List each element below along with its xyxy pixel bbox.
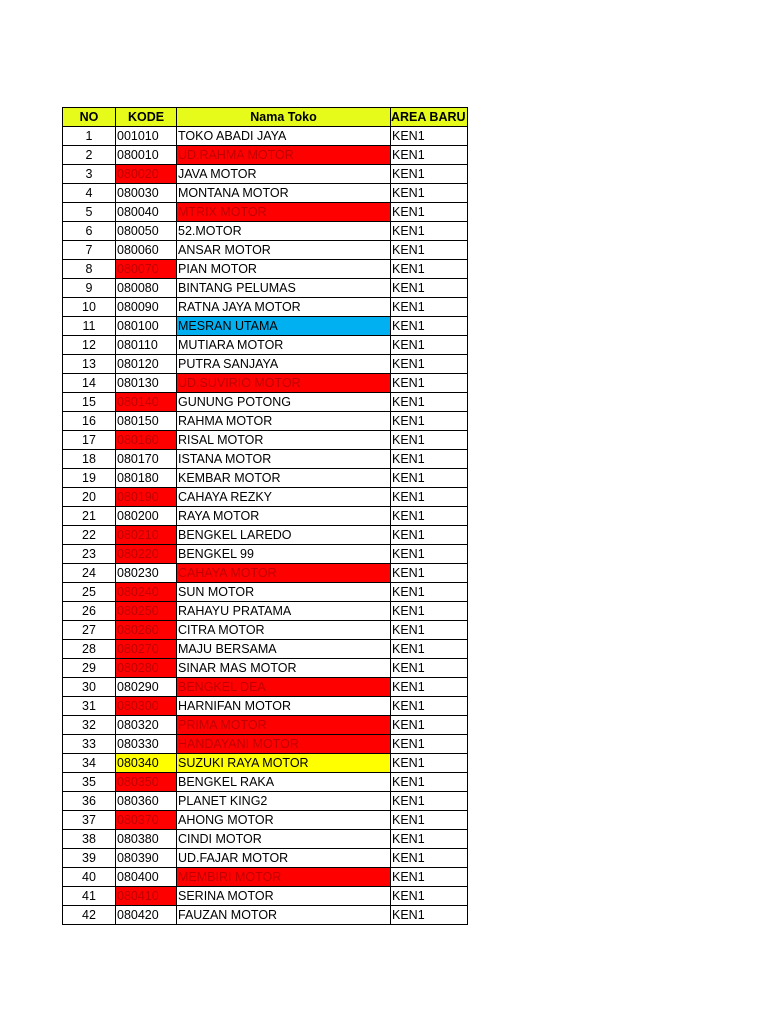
cell-no[interactable]: 41 <box>63 887 116 906</box>
cell-kode[interactable]: 080040 <box>116 203 177 222</box>
cell-area[interactable]: KEN1 <box>391 393 468 412</box>
cell-area[interactable]: KEN1 <box>391 659 468 678</box>
cell-no[interactable]: 34 <box>63 754 116 773</box>
table-row <box>63 469 468 488</box>
cell-kode[interactable]: 080350 <box>116 773 177 792</box>
cell-no[interactable]: 7 <box>63 241 116 260</box>
table-row <box>63 317 468 336</box>
cell-kode[interactable]: 080210 <box>116 526 177 545</box>
cell-kode[interactable]: 080030 <box>116 184 177 203</box>
cell-area[interactable]: KEN1 <box>391 564 468 583</box>
table-row <box>63 735 468 754</box>
cell-nama-toko[interactable]: CITRA MOTOR <box>177 621 391 640</box>
cell-no[interactable]: 28 <box>63 640 116 659</box>
cell-kode[interactable]: 080060 <box>116 241 177 260</box>
cell-no[interactable]: 30 <box>63 678 116 697</box>
cell-area[interactable]: KEN1 <box>391 279 468 298</box>
table-row <box>63 526 468 545</box>
cell-kode[interactable]: 080250 <box>116 602 177 621</box>
cell-no[interactable]: 39 <box>63 849 116 868</box>
cell-no[interactable]: 29 <box>63 659 116 678</box>
table-row <box>63 146 468 165</box>
cell-no[interactable]: 16 <box>63 412 116 431</box>
table-row <box>63 279 468 298</box>
cell-kode[interactable]: 080320 <box>116 716 177 735</box>
cell-area[interactable]: KEN1 <box>391 127 468 146</box>
cell-nama-toko[interactable]: UD.RAHMA MOTOR <box>177 146 391 165</box>
table-row <box>63 374 468 393</box>
table-row <box>63 165 468 184</box>
cell-area[interactable]: KEN1 <box>391 507 468 526</box>
cell-nama-toko[interactable]: RAHMA MOTOR <box>177 412 391 431</box>
cell-nama-toko[interactable]: ANSAR MOTOR <box>177 241 391 260</box>
table-row <box>63 127 468 146</box>
cell-kode[interactable]: 080370 <box>116 811 177 830</box>
cell-kode[interactable]: 080080 <box>116 279 177 298</box>
cell-kode[interactable]: 080130 <box>116 374 177 393</box>
cell-area[interactable]: KEN1 <box>391 697 468 716</box>
cell-no[interactable]: 2 <box>63 146 116 165</box>
cell-kode[interactable]: 080280 <box>116 659 177 678</box>
cell-kode[interactable]: 080290 <box>116 678 177 697</box>
cell-no[interactable]: 17 <box>63 431 116 450</box>
table-row <box>63 887 468 906</box>
table-row <box>63 754 468 773</box>
cell-kode[interactable]: 080240 <box>116 583 177 602</box>
cell-nama-toko[interactable]: MONTANA MOTOR <box>177 184 391 203</box>
cell-no[interactable]: 15 <box>63 393 116 412</box>
cell-area[interactable]: KEN1 <box>391 165 468 184</box>
table-row <box>63 868 468 887</box>
cell-no[interactable]: 14 <box>63 374 116 393</box>
cell-nama-toko[interactable]: MESRAN UTAMA <box>177 317 391 336</box>
table-row <box>63 773 468 792</box>
cell-nama-toko[interactable]: FAUZAN MOTOR <box>177 906 391 925</box>
cell-nama-toko[interactable]: TOKO ABADI JAYA <box>177 127 391 146</box>
cell-nama-toko[interactable]: RAHAYU PRATAMA <box>177 602 391 621</box>
cell-kode[interactable]: 080120 <box>116 355 177 374</box>
cell-kode[interactable]: 080100 <box>116 317 177 336</box>
cell-area[interactable]: KEN1 <box>391 488 468 507</box>
cell-nama-toko[interactable]: RATNA JAYA MOTOR <box>177 298 391 317</box>
table-row <box>63 393 468 412</box>
cell-no[interactable]: 18 <box>63 450 116 469</box>
cell-area[interactable]: KEN1 <box>391 146 468 165</box>
cell-nama-toko[interactable]: PIAN MOTOR <box>177 260 391 279</box>
cell-nama-toko[interactable]: RAYA MOTOR <box>177 507 391 526</box>
cell-nama-toko[interactable]: AHONG MOTOR <box>177 811 391 830</box>
table-row <box>63 659 468 678</box>
cell-nama-toko[interactable]: SUZUKI RAYA MOTOR <box>177 754 391 773</box>
cell-nama-toko[interactable]: MUTIARA MOTOR <box>177 336 391 355</box>
cell-no[interactable]: 4 <box>63 184 116 203</box>
cell-area[interactable]: KEN1 <box>391 526 468 545</box>
cell-area[interactable]: KEN1 <box>391 621 468 640</box>
table-row <box>63 811 468 830</box>
cell-kode[interactable]: 080170 <box>116 450 177 469</box>
cell-area[interactable]: KEN1 <box>391 184 468 203</box>
cell-area[interactable]: KEN1 <box>391 716 468 735</box>
cell-area[interactable]: KEN1 <box>391 602 468 621</box>
cell-no[interactable]: 25 <box>63 583 116 602</box>
cell-no[interactable]: 11 <box>63 317 116 336</box>
table-body <box>63 127 468 925</box>
cell-nama-toko[interactable]: BINTANG PELUMAS <box>177 279 391 298</box>
cell-area[interactable]: KEN1 <box>391 355 468 374</box>
cell-nama-toko[interactable]: GUNUNG POTONG <box>177 393 391 412</box>
cell-no[interactable]: 33 <box>63 735 116 754</box>
cell-kode[interactable]: 080420 <box>116 906 177 925</box>
cell-nama-toko[interactable]: ISTANA MOTOR <box>177 450 391 469</box>
cell-area[interactable]: KEN1 <box>391 298 468 317</box>
cell-no[interactable]: 31 <box>63 697 116 716</box>
cell-kode[interactable]: 080090 <box>116 298 177 317</box>
table-row <box>63 507 468 526</box>
cell-nama-toko[interactable]: HARNIFAN MOTOR <box>177 697 391 716</box>
cell-kode[interactable]: 080360 <box>116 792 177 811</box>
cell-area[interactable]: KEN1 <box>391 773 468 792</box>
table-row <box>63 640 468 659</box>
cell-kode[interactable]: 080390 <box>116 849 177 868</box>
cell-area[interactable]: KEN1 <box>391 830 468 849</box>
cell-kode[interactable]: 080190 <box>116 488 177 507</box>
header-area-baru[interactable]: AREA BARU <box>391 108 468 127</box>
cell-nama-toko[interactable]: BENGKEL RAKA <box>177 773 391 792</box>
cell-nama-toko[interactable]: KEMBAR MOTOR <box>177 469 391 488</box>
cell-no[interactable]: 22 <box>63 526 116 545</box>
cell-nama-toko[interactable]: CAHAYA REZKY <box>177 488 391 507</box>
header-no[interactable]: NO <box>63 108 116 127</box>
cell-nama-toko[interactable]: CINDI MOTOR <box>177 830 391 849</box>
cell-area[interactable]: KEN1 <box>391 754 468 773</box>
header-kode[interactable]: KODE <box>116 108 177 127</box>
cell-nama-toko[interactable]: UD.SUVIRIO MOTOR <box>177 374 391 393</box>
table-row <box>63 222 468 241</box>
cell-kode[interactable]: 080140 <box>116 393 177 412</box>
cell-no[interactable]: 9 <box>63 279 116 298</box>
cell-nama-toko[interactable]: SERINA MOTOR <box>177 887 391 906</box>
table-row <box>63 298 468 317</box>
cell-nama-toko[interactable]: PRIMA MOTOR <box>177 716 391 735</box>
cell-area[interactable]: KEN1 <box>391 678 468 697</box>
cell-kode[interactable]: 080200 <box>116 507 177 526</box>
cell-no[interactable]: 10 <box>63 298 116 317</box>
cell-nama-toko[interactable]: UD.FAJAR MOTOR <box>177 849 391 868</box>
cell-kode[interactable]: 080380 <box>116 830 177 849</box>
cell-kode[interactable]: 080330 <box>116 735 177 754</box>
cell-area[interactable]: KEN1 <box>391 450 468 469</box>
cell-area[interactable]: KEN1 <box>391 336 468 355</box>
cell-area[interactable]: KEN1 <box>391 906 468 925</box>
cell-area[interactable]: KEN1 <box>391 260 468 279</box>
table-row <box>63 203 468 222</box>
cell-kode[interactable]: 080340 <box>116 754 177 773</box>
cell-no[interactable]: 19 <box>63 469 116 488</box>
table-row <box>63 336 468 355</box>
cell-no[interactable]: 13 <box>63 355 116 374</box>
cell-area[interactable]: KEN1 <box>391 640 468 659</box>
cell-nama-toko[interactable]: MEMBIRI MOTOR <box>177 868 391 887</box>
cell-area[interactable]: KEN1 <box>391 887 468 906</box>
table-row <box>63 583 468 602</box>
table-row <box>63 678 468 697</box>
table-row <box>63 716 468 735</box>
table-row <box>63 450 468 469</box>
table-row <box>63 564 468 583</box>
cell-kode[interactable]: 080180 <box>116 469 177 488</box>
table-row <box>63 792 468 811</box>
cell-nama-toko[interactable]: SUN MOTOR <box>177 583 391 602</box>
cell-nama-toko[interactable]: BENGKEL 99 <box>177 545 391 564</box>
cell-nama-toko[interactable]: CAHAYA MOTOR <box>177 564 391 583</box>
store-table <box>62 107 468 925</box>
cell-area[interactable]: KEN1 <box>391 792 468 811</box>
cell-kode[interactable]: 080110 <box>116 336 177 355</box>
table-row <box>63 241 468 260</box>
table-row <box>63 355 468 374</box>
cell-area[interactable]: KEN1 <box>391 431 468 450</box>
cell-no[interactable]: 37 <box>63 811 116 830</box>
cell-no[interactable]: 38 <box>63 830 116 849</box>
cell-area[interactable]: KEN1 <box>391 241 468 260</box>
cell-area[interactable]: KEN1 <box>391 868 468 887</box>
table-row <box>63 260 468 279</box>
cell-no[interactable]: 27 <box>63 621 116 640</box>
cell-nama-toko[interactable]: PUTRA SANJAYA <box>177 355 391 374</box>
cell-nama-toko[interactable]: BENGKEL DEA <box>177 678 391 697</box>
cell-kode[interactable]: 001010 <box>116 127 177 146</box>
cell-kode[interactable]: 080160 <box>116 431 177 450</box>
table-row <box>63 545 468 564</box>
table-row <box>63 621 468 640</box>
cell-no[interactable]: 36 <box>63 792 116 811</box>
cell-area[interactable]: KEN1 <box>391 583 468 602</box>
header-nama-toko[interactable]: Nama Toko <box>177 108 391 127</box>
cell-no[interactable]: 12 <box>63 336 116 355</box>
cell-no[interactable]: 42 <box>63 906 116 925</box>
cell-area[interactable]: KEN1 <box>391 735 468 754</box>
cell-nama-toko[interactable]: MAJU BERSAMA <box>177 640 391 659</box>
cell-kode[interactable]: 080260 <box>116 621 177 640</box>
table-row <box>63 830 468 849</box>
cell-nama-toko[interactable]: HANDAYANI MOTOR <box>177 735 391 754</box>
cell-area[interactable]: KEN1 <box>391 412 468 431</box>
cell-area[interactable]: KEN1 <box>391 374 468 393</box>
cell-nama-toko[interactable]: MTRIX MOTOR <box>177 203 391 222</box>
table-row <box>63 488 468 507</box>
cell-nama-toko[interactable]: 52.MOTOR <box>177 222 391 241</box>
cell-area[interactable]: KEN1 <box>391 849 468 868</box>
table-row <box>63 431 468 450</box>
cell-no[interactable]: 23 <box>63 545 116 564</box>
cell-kode[interactable]: 080010 <box>116 146 177 165</box>
cell-kode[interactable]: 080220 <box>116 545 177 564</box>
cell-area[interactable]: KEN1 <box>391 469 468 488</box>
cell-no[interactable]: 40 <box>63 868 116 887</box>
cell-no[interactable]: 6 <box>63 222 116 241</box>
cell-kode[interactable]: 080400 <box>116 868 177 887</box>
cell-kode[interactable]: 080270 <box>116 640 177 659</box>
cell-area[interactable]: KEN1 <box>391 317 468 336</box>
cell-kode[interactable]: 080230 <box>116 564 177 583</box>
cell-no[interactable]: 20 <box>63 488 116 507</box>
cell-nama-toko[interactable]: RISAL MOTOR <box>177 431 391 450</box>
cell-nama-toko[interactable]: JAVA MOTOR <box>177 165 391 184</box>
cell-no[interactable]: 21 <box>63 507 116 526</box>
cell-nama-toko[interactable]: SINAR MAS MOTOR <box>177 659 391 678</box>
cell-kode[interactable]: 080070 <box>116 260 177 279</box>
header-row <box>63 108 468 127</box>
cell-no[interactable]: 8 <box>63 260 116 279</box>
table-row <box>63 412 468 431</box>
table-row <box>63 849 468 868</box>
cell-kode[interactable]: 080410 <box>116 887 177 906</box>
table-row <box>63 906 468 925</box>
cell-kode[interactable]: 080300 <box>116 697 177 716</box>
table-row <box>63 184 468 203</box>
cell-kode[interactable]: 080150 <box>116 412 177 431</box>
cell-nama-toko[interactable]: BENGKEL LAREDO <box>177 526 391 545</box>
cell-no[interactable]: 3 <box>63 165 116 184</box>
cell-area[interactable]: KEN1 <box>391 203 468 222</box>
cell-nama-toko[interactable]: PLANET KING2 <box>177 792 391 811</box>
cell-no[interactable]: 24 <box>63 564 116 583</box>
cell-no[interactable]: 1 <box>63 127 116 146</box>
cell-kode[interactable]: 080020 <box>116 165 177 184</box>
cell-area[interactable]: KEN1 <box>391 222 468 241</box>
table-row <box>63 697 468 716</box>
cell-no[interactable]: 32 <box>63 716 116 735</box>
cell-no[interactable]: 5 <box>63 203 116 222</box>
cell-area[interactable]: KEN1 <box>391 811 468 830</box>
cell-kode[interactable]: 080050 <box>116 222 177 241</box>
table-row <box>63 602 468 621</box>
cell-area[interactable]: KEN1 <box>391 545 468 564</box>
cell-no[interactable]: 26 <box>63 602 116 621</box>
cell-no[interactable]: 35 <box>63 773 116 792</box>
